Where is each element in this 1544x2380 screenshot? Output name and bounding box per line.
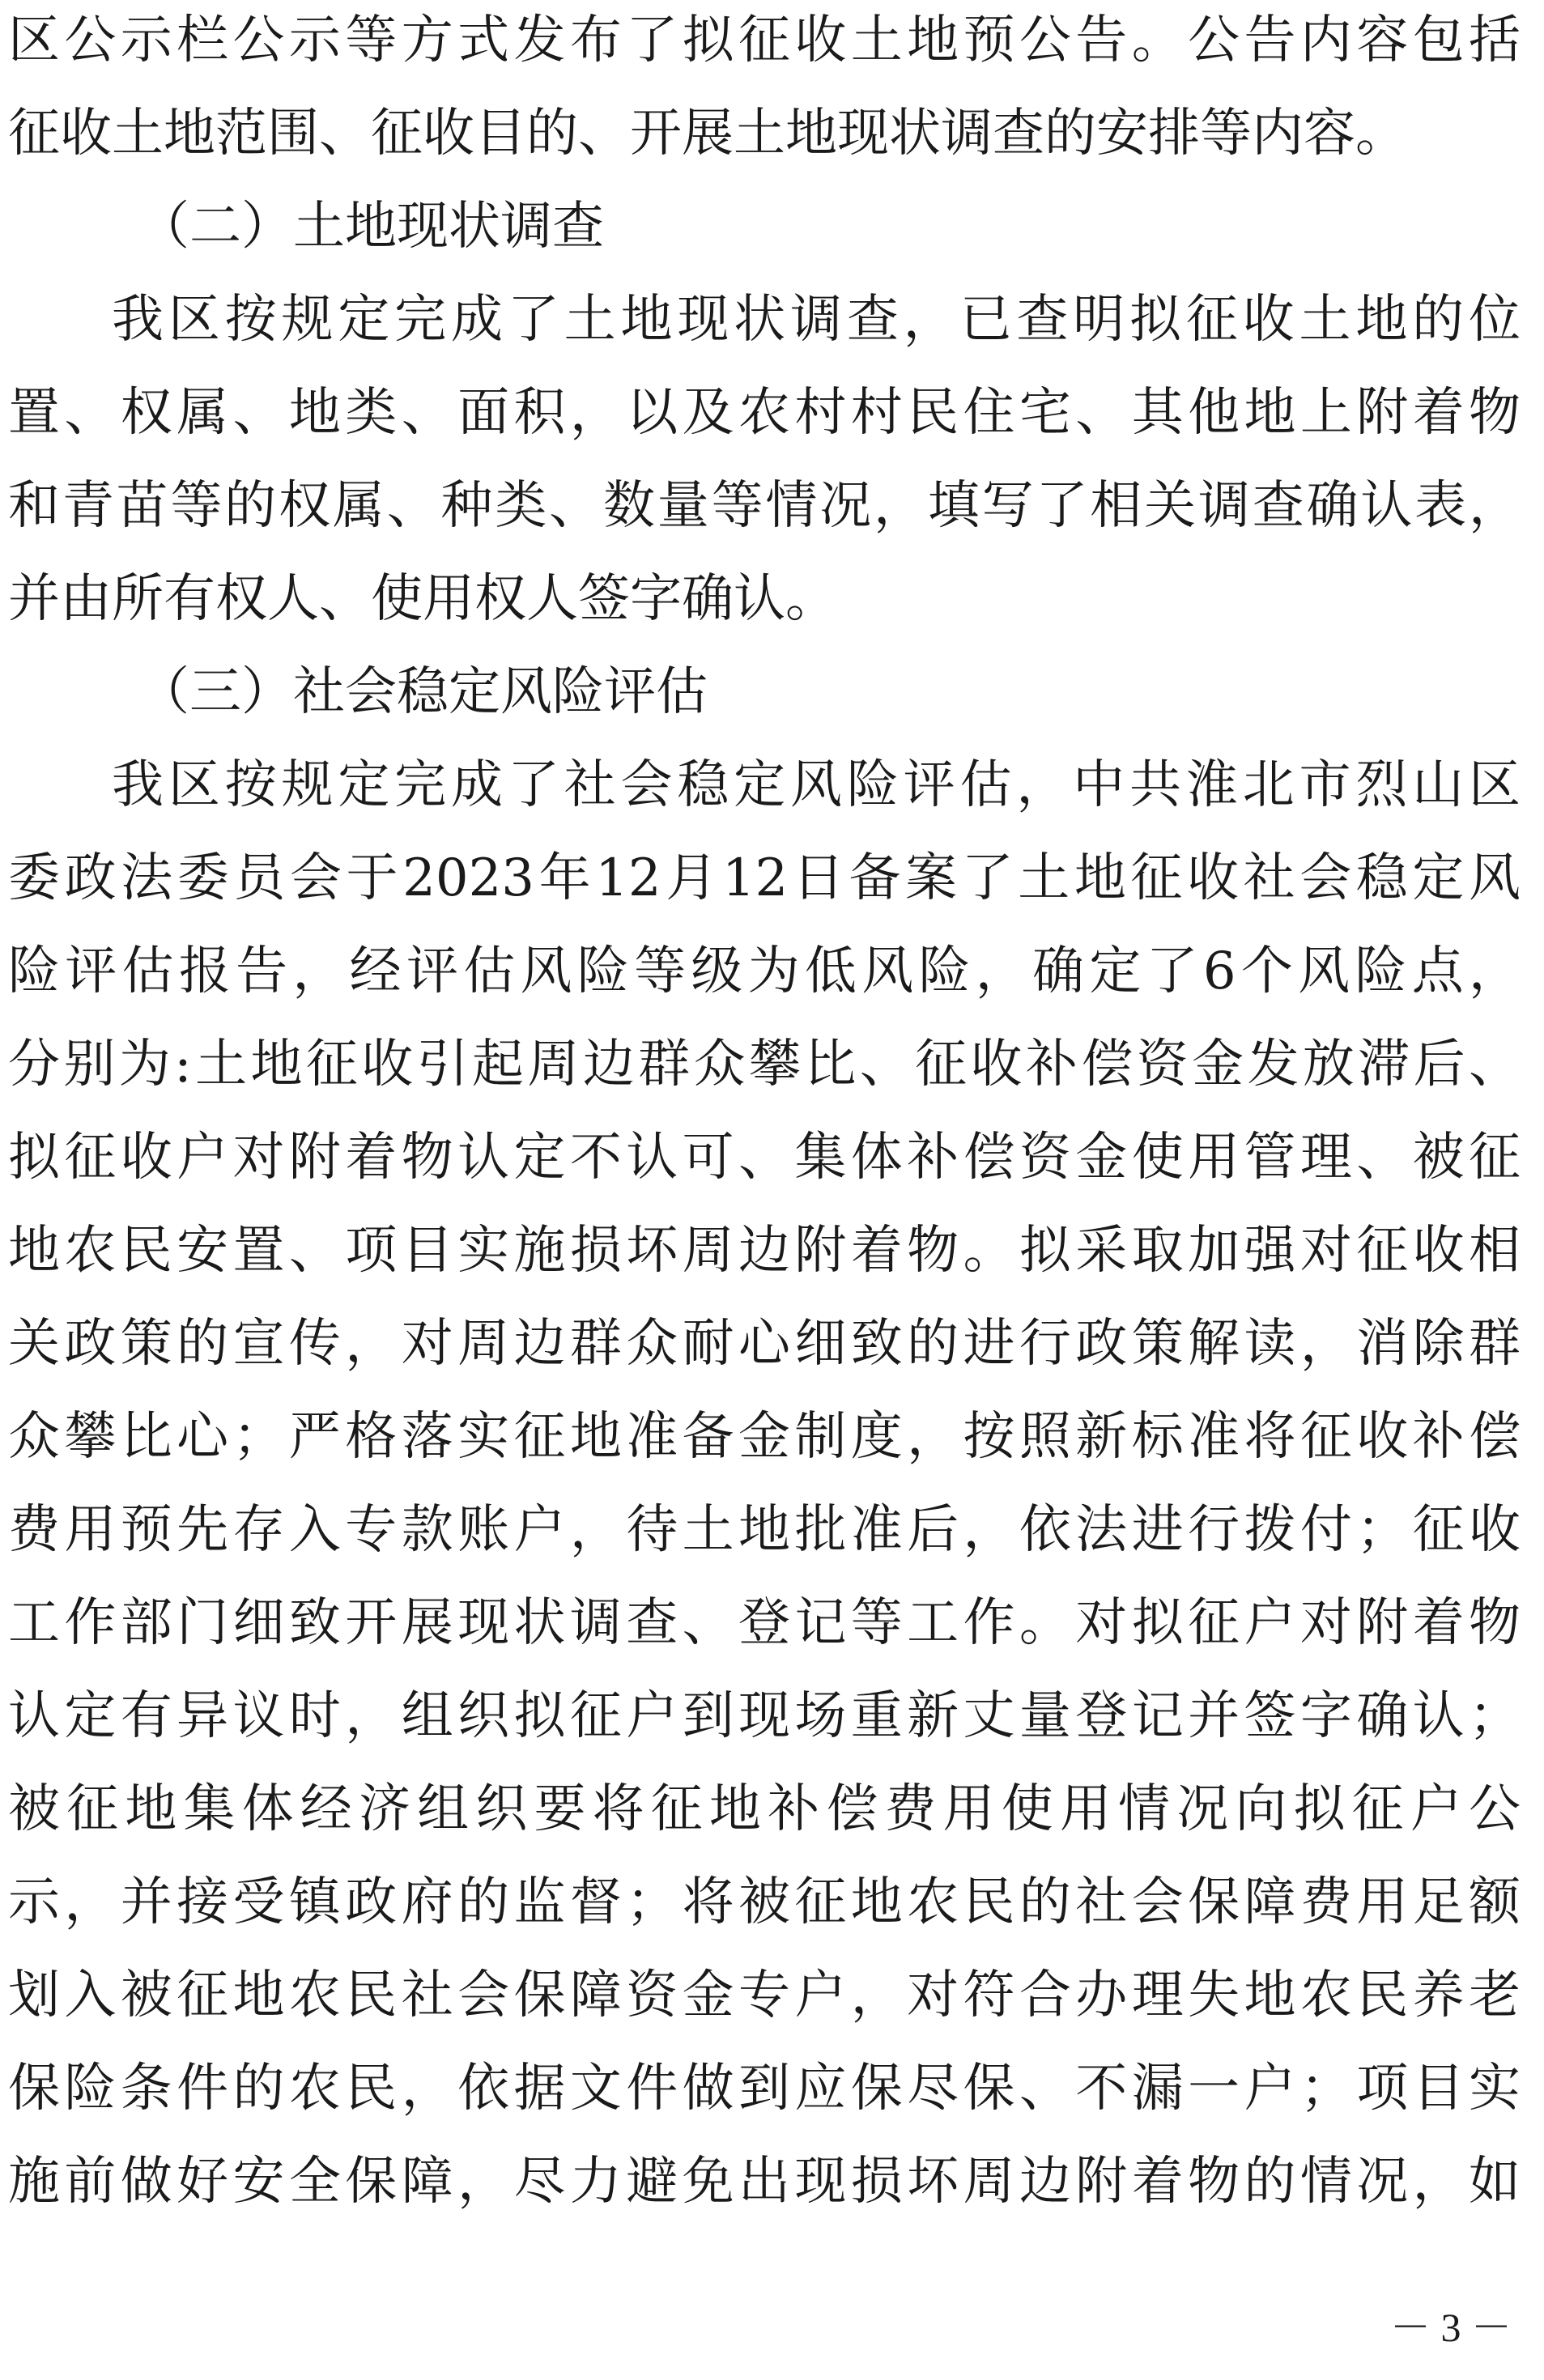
page-number: － 3 － (1390, 2305, 1512, 2350)
text-line: 关政策的宣传，对周边群众耐心细致的进行政策解读，消除群 (8, 1314, 1521, 1374)
paragraph-first-line: 我区按规定完成了社会稳定风险评估，中共淮北市烈山区 (112, 755, 1521, 815)
section-heading: （三）社会稳定风险评估 (138, 662, 708, 722)
text-line: 费用预先存入专款账户，待土地批准后，依法进行拨付；征收 (8, 1500, 1521, 1560)
text-line: 示，并接受镇政府的监督；将被征地农民的社会保障费用足额 (8, 1872, 1521, 1932)
text-line: 险评估报告，经评估风险等级为低风险，确定了6个风险点， (8, 941, 1521, 1001)
text-line: 和青苗等的权属、种类、数量等情况，填写了相关调查确认表， (8, 476, 1521, 536)
text-line: 置、权属、地类、面积，以及农村村民住宅、其他地上附着物 (8, 383, 1521, 443)
text-line: 众攀比心；严格落实征地准备金制度，按照新标准将征收补偿 (8, 1407, 1521, 1467)
document-body (8, 0, 1521, 2234)
text-line: 并由所有权人、使用权人签字确认。 (8, 569, 837, 629)
text-line: 施前做好安全保障，尽力避免出现损坏周边附着物的情况，如 (8, 2152, 1521, 2212)
text-line: 征收土地范围、征收目的、开展土地现状调查的安排等内容。 (8, 104, 1407, 164)
text-line: 地农民安置、项目实施损坏周边附着物。拟采取加强对征收相 (8, 1221, 1521, 1281)
text-line: 区公示栏公示等方式发布了拟征收土地预公告。公告内容包括 (8, 11, 1521, 70)
text-line: 拟征收户对附着物认定不认可、集体补偿资金使用管理、被征 (8, 1128, 1521, 1188)
text-line: 认定有异议时，组织拟征户到现场重新丈量登记并签字确认； (8, 1686, 1521, 1746)
text-line: 分别为:土地征收引起周边群众攀比、征收补偿资金发放滞后、 (8, 1035, 1521, 1094)
paragraph-first-line: 我区按规定完成了土地现状调查，已查明拟征收土地的位 (112, 290, 1521, 350)
text-line: 委政法委员会于2023年12月12日备案了土地征收社会稳定风 (8, 848, 1521, 908)
text-line: 工作部门细致开展现状调查、登记等工作。对拟征户对附着物 (8, 1593, 1521, 1653)
text-line: 划入被征地农民社会保障资金专户，对符合办理失地农民养老 (8, 1966, 1521, 2025)
text-line: 保险条件的农民，依据文件做到应保尽保、不漏一户；项目实 (8, 2059, 1521, 2119)
text-line: 被征地集体经济组织要将征地补偿费用使用情况向拟征户公 (8, 1779, 1521, 1839)
section-heading: （二）土地现状调查 (138, 197, 604, 257)
